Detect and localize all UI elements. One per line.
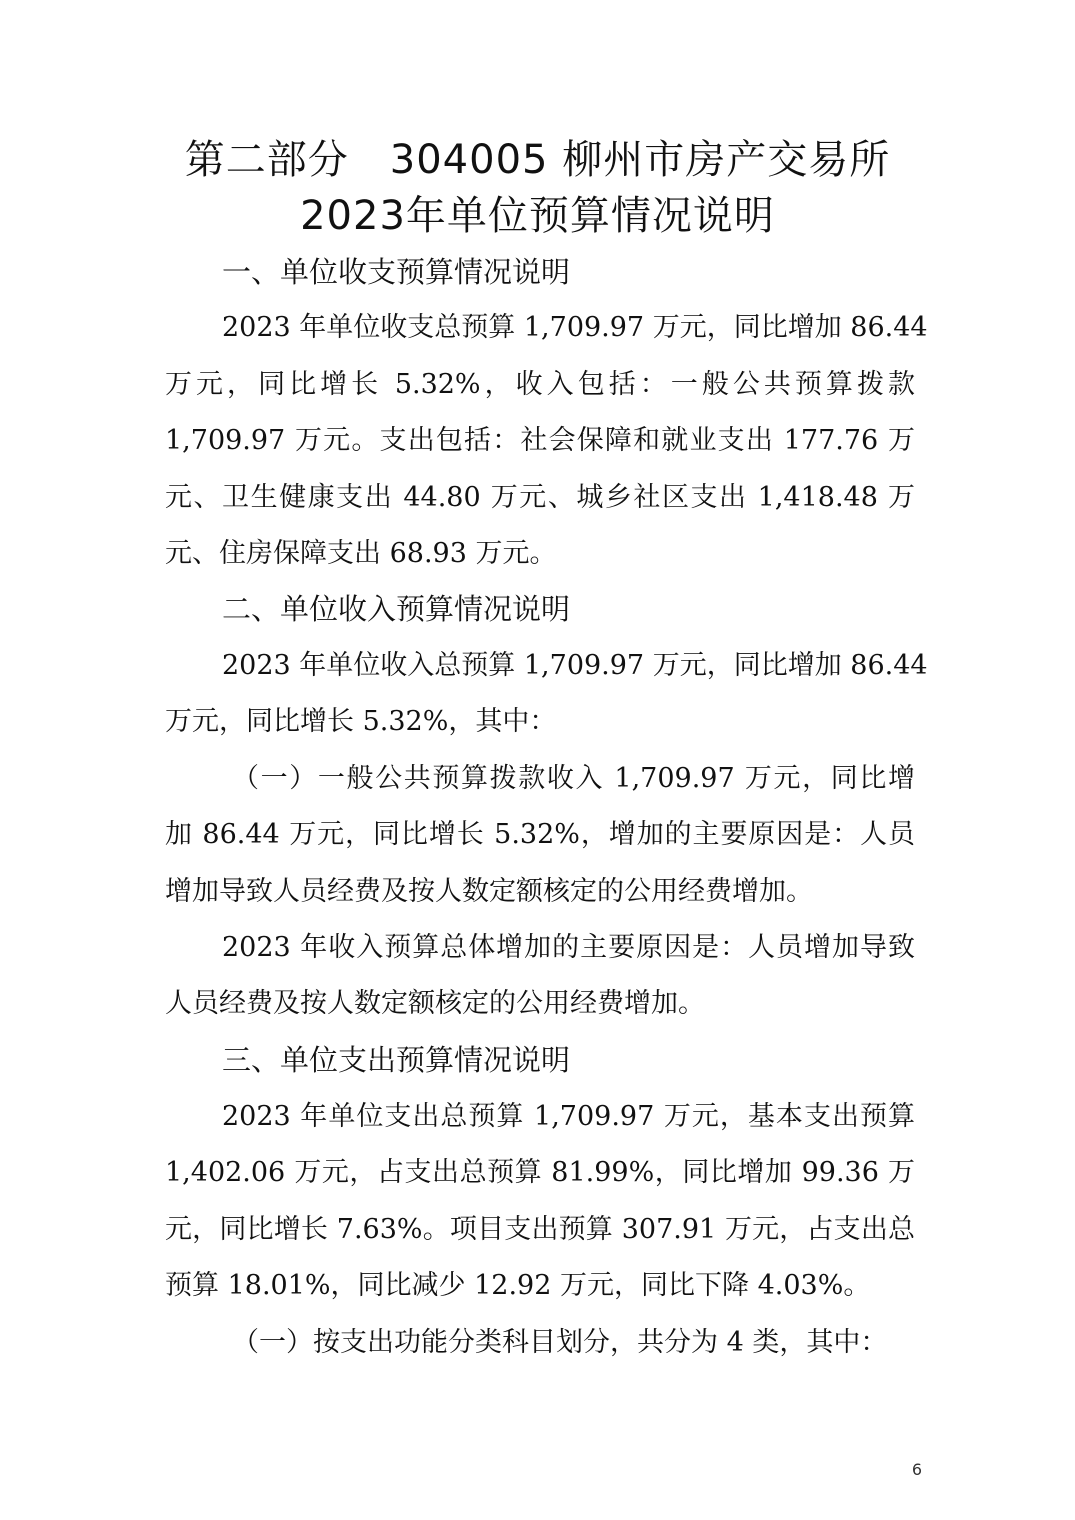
document-title-line-2: 2023年单位预算情况说明	[300, 193, 775, 239]
document-title-line-1: 第二部分 304005 柳州市房产交易所	[184, 137, 891, 183]
section-heading-2: 二、单位收入预算情况说明	[222, 592, 571, 626]
paragraph-line: 2023 年单位收支总预算 1,709.97 万元，同比增加 86.44	[222, 312, 928, 343]
paragraph-line: 元，同比增长 7.63%。项目支出预算 307.91 万元，占支出总	[165, 1214, 915, 1245]
paragraph-line: 万元，同比增长 5.32%，其中：	[165, 706, 557, 737]
paragraph-line: 元、卫生健康支出 44.80 万元、城乡社区支出 1,418.48 万	[165, 482, 915, 513]
paragraph-line: 元、住房保障支出 68.93 万元。	[165, 538, 557, 569]
paragraph-line: 1,402.06 万元，占支出总预算 81.99%，同比增加 99.36 万	[165, 1157, 915, 1188]
section-heading-1: 一、单位收支预算情况说明	[222, 255, 571, 289]
paragraph-line: （一）一般公共预算拨款收入 1,709.97 万元，同比增	[232, 763, 915, 794]
paragraph-line: （一）按支出功能分类科目划分，共分为 4 类，其中：	[232, 1327, 888, 1358]
paragraph-line: 1,709.97 万元。支出包括：社会保障和就业支出 177.76 万	[165, 425, 915, 456]
paragraph-line: 2023 年单位支出总预算 1,709.97 万元，基本支出预算	[222, 1101, 915, 1132]
paragraph-line: 2023 年收入预算总体增加的主要原因是：人员增加导致	[222, 932, 915, 963]
paragraph-line: 人员经费及按人数定额核定的公用经费增加。	[165, 988, 705, 1019]
paragraph-line: 增加导致人员经费及按人数定额核定的公用经费增加。	[165, 876, 813, 907]
paragraph-line: 万元，同比增长 5.32%，收入包括：一般公共预算拨款	[165, 369, 915, 400]
paragraph-line: 预算 18.01%，同比减少 12.92 万元，同比下降 4.03%。	[165, 1270, 871, 1301]
paragraph-line: 加 86.44 万元，同比增长 5.32%，增加的主要原因是：人员	[165, 819, 915, 850]
paragraph-line: 2023 年单位收入总预算 1,709.97 万元，同比增加 86.44	[222, 650, 928, 681]
section-heading-3: 三、单位支出预算情况说明	[222, 1043, 571, 1077]
page-number: 6	[911, 1460, 922, 1479]
